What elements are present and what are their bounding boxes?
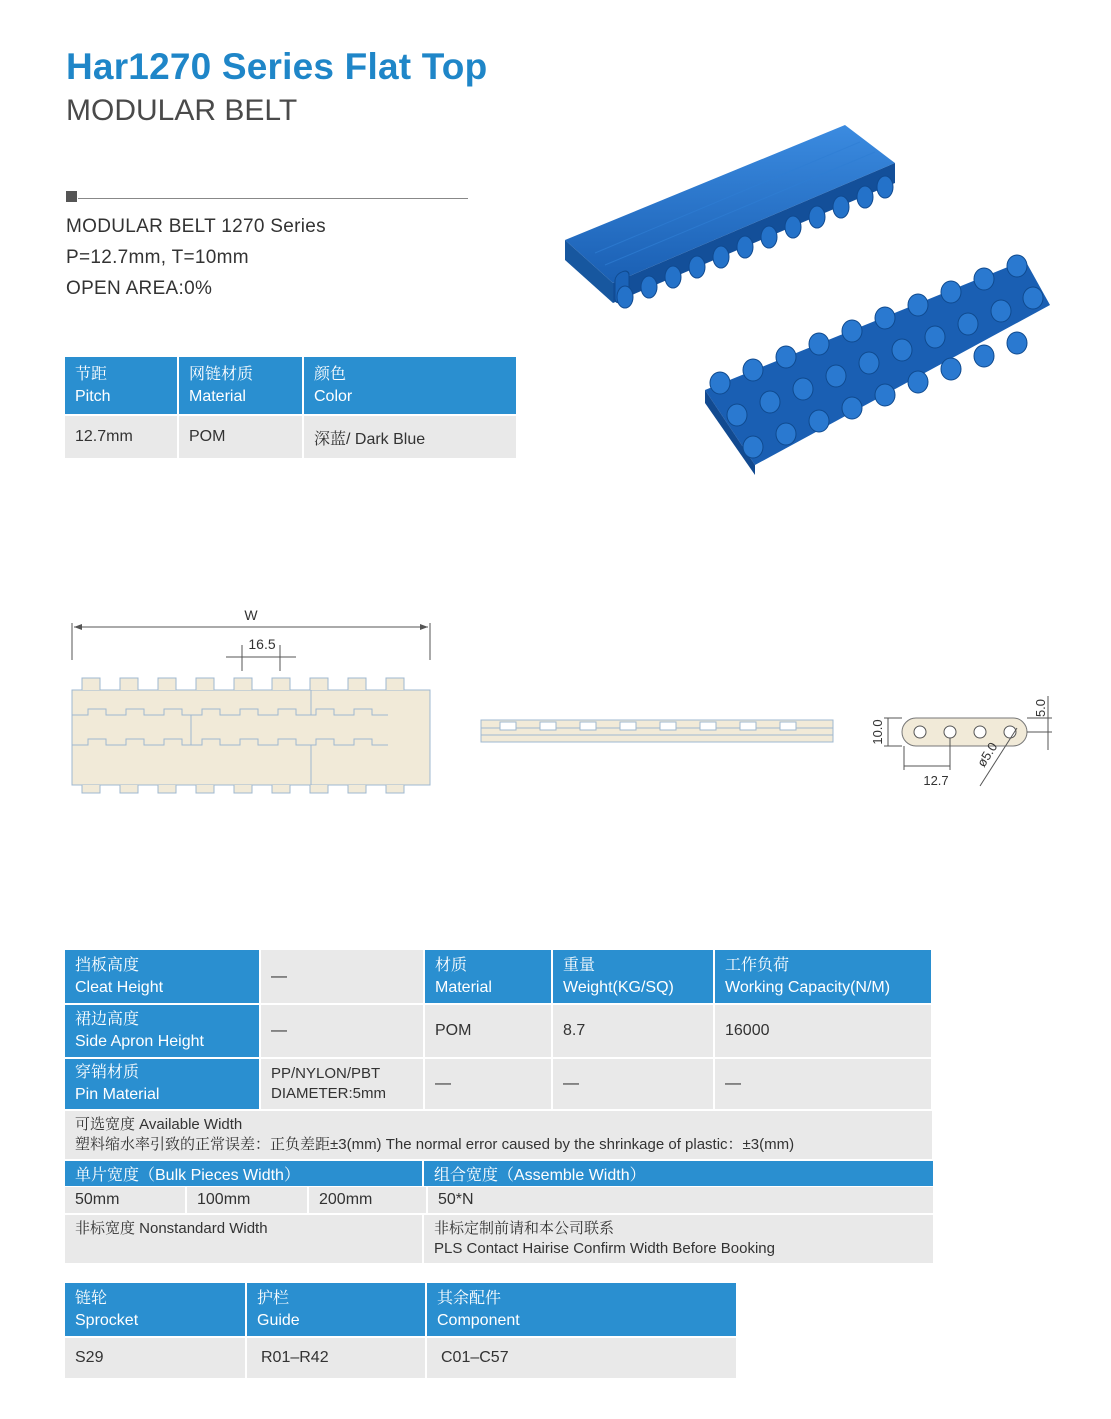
nonstandard-table	[65, 1215, 933, 1263]
nonstandard-width: 非标宽度 Nonstandard Width	[65, 1215, 423, 1263]
belt-product-render	[555, 125, 1095, 480]
belt-underside-render	[705, 255, 1050, 475]
assemble-width-value: 50*N	[427, 1187, 933, 1213]
pin-row-material: —	[424, 1058, 552, 1110]
height-label: 10.0	[870, 719, 885, 745]
sprocket-header: 链轮 Sprocket	[65, 1283, 246, 1337]
pin-row-weight: —	[552, 1058, 714, 1110]
spacing-label: 16.5	[248, 636, 276, 652]
spec-pitch-thickness: P=12.7mm, T=10mm	[66, 247, 249, 268]
pitch-material-table	[65, 357, 518, 460]
page-subtitle: MODULAR BELT	[66, 94, 298, 127]
pin-material-header: 穿销材质 Pin Material	[65, 1058, 260, 1110]
component-header: 其余配件 Component	[426, 1283, 737, 1337]
capacity-value: 16000	[714, 1004, 932, 1058]
cleat-height-value: —	[260, 950, 424, 1004]
parts-table	[65, 1283, 738, 1380]
width-label: W	[244, 607, 258, 623]
material-header: 网链材质 Material	[178, 357, 303, 415]
spec-table	[65, 950, 933, 1161]
spec-open-area: OPEN AREA:0%	[66, 278, 213, 299]
capacity-header: 工作负荷 Working Capacity(N/M)	[714, 950, 932, 1004]
bulk-width-100: 100mm	[186, 1187, 308, 1213]
width-table	[65, 1161, 933, 1186]
top-label: 5.0	[1033, 698, 1048, 718]
weight-value: 8.7	[552, 1004, 714, 1058]
guide-header: 护栏 Guide	[246, 1283, 426, 1337]
belt-top-view-render	[565, 125, 895, 308]
available-width-note: 可选宽度 Available Width 塑料缩水率引致的正常误差：正负差距±3(mm) The normal error caused by the shrinkage of plastic：±3(mm)	[65, 1110, 932, 1160]
width-values-table	[65, 1187, 933, 1213]
pitch-dim-label: 12.7	[923, 773, 949, 788]
hole-label: ø5.0	[973, 739, 1001, 770]
pitch-value: 12.7mm	[65, 415, 178, 459]
belt-top-view-drawing	[66, 605, 436, 795]
belt-side-strip-drawing	[480, 716, 835, 746]
belt-profile-drawing	[862, 690, 1062, 790]
bulk-width-200: 200mm	[308, 1187, 427, 1213]
side-apron-value: —	[260, 1004, 424, 1058]
bulk-width-50: 50mm	[65, 1187, 186, 1213]
guide-value: R01–R42	[246, 1337, 426, 1379]
color-value: 深蓝/ Dark Blue	[303, 415, 517, 459]
component-value: C01–C57	[426, 1337, 737, 1379]
section-divider	[78, 198, 468, 199]
material-value-2: POM	[424, 1004, 552, 1058]
section-marker	[66, 191, 77, 202]
pin-row-capacity: —	[714, 1058, 932, 1110]
spec-series: MODULAR BELT 1270 Series	[66, 216, 326, 237]
page-title: Har1270 Series Flat Top	[66, 46, 488, 87]
color-header: 颜色 Color	[303, 357, 517, 415]
weight-header: 重量 Weight(KG/SQ)	[552, 950, 714, 1004]
nonstandard-contact: 非标定制前请和本公司联系 PLS Contact Hairise Confirm Width Before Booking	[423, 1215, 933, 1263]
material-value: POM	[178, 415, 303, 459]
assemble-width-header: 组合宽度（Assemble Width）	[423, 1161, 933, 1186]
side-apron-header: 裙边高度 Side Apron Height	[65, 1004, 260, 1058]
material-header-2: 材质 Material	[424, 950, 552, 1004]
pitch-header: 节距 Pitch	[65, 357, 178, 415]
sprocket-value: S29	[65, 1337, 246, 1379]
pin-material-value: PP/NYLON/PBT DIAMETER:5mm	[260, 1058, 424, 1110]
cleat-height-header: 挡板高度 Cleat Height	[65, 950, 260, 1004]
bulk-width-header: 单片宽度（Bulk Pieces Width）	[65, 1161, 423, 1186]
